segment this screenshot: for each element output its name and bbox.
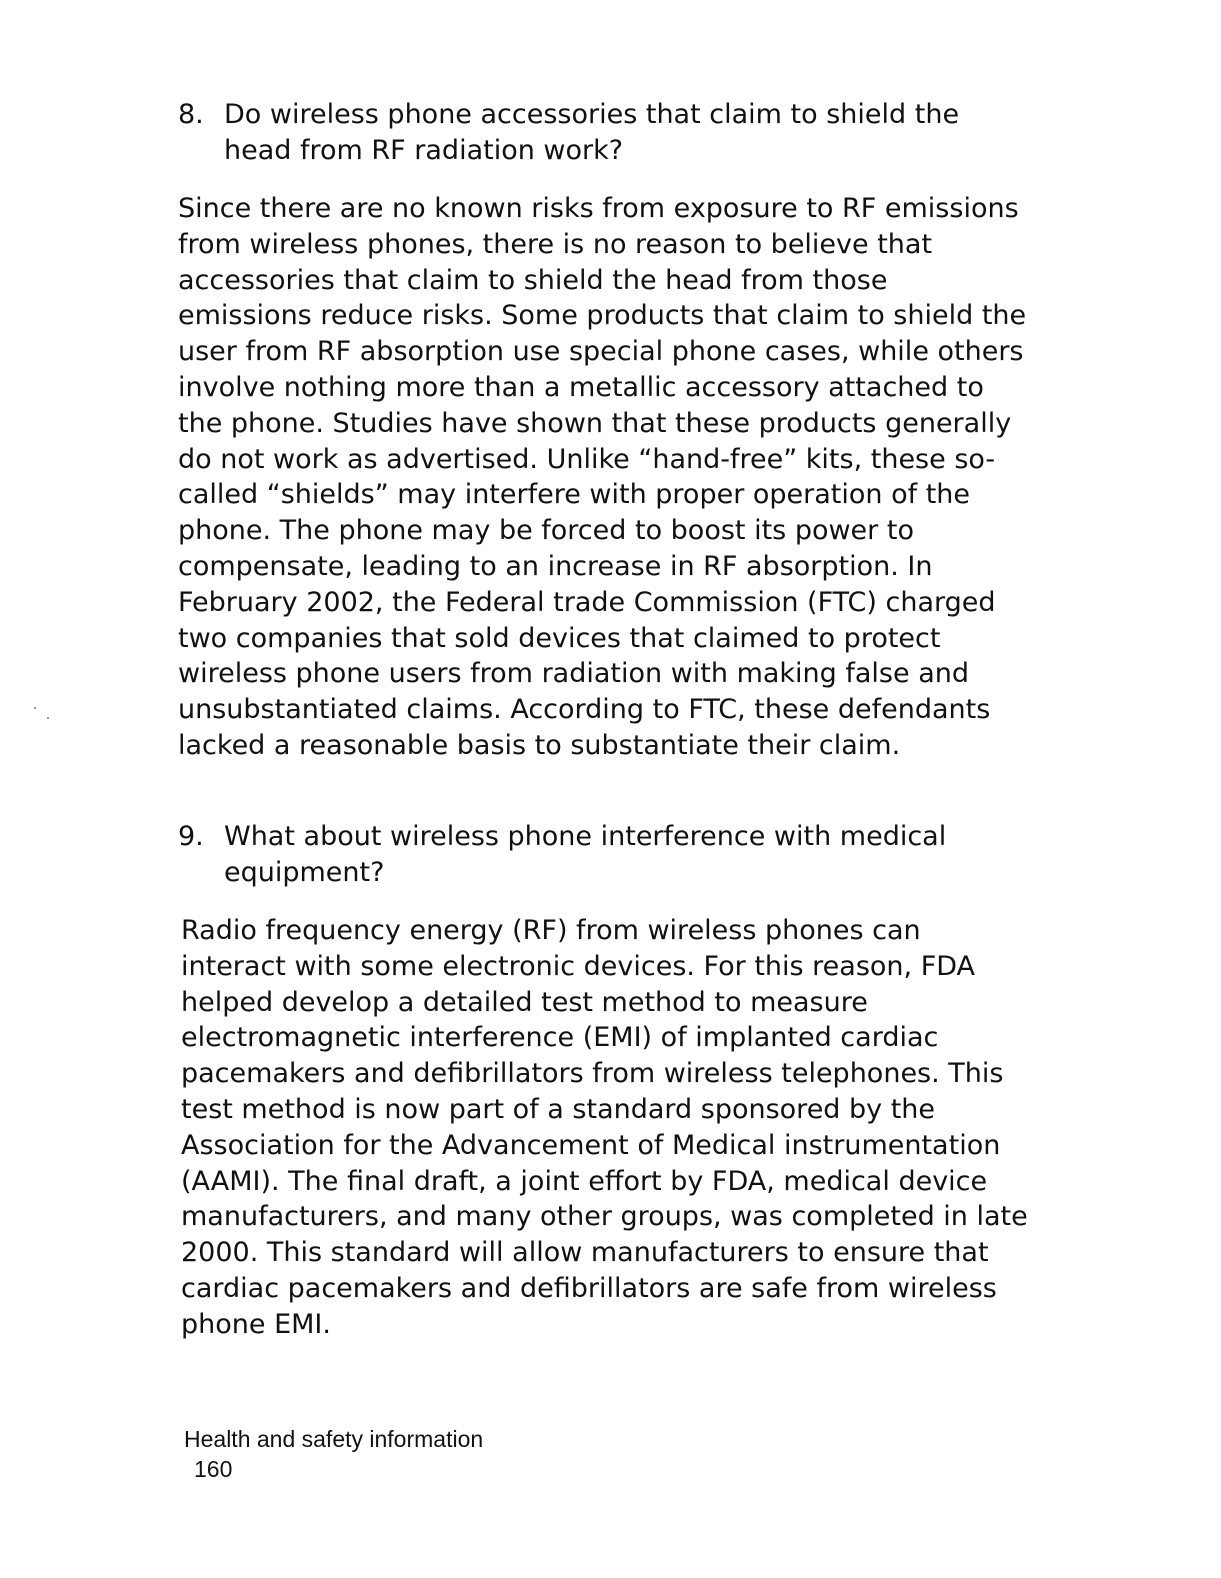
page-footer [184,1424,483,1484]
question-text: Do wireless phone accessories that claim to shield the head from RF radiation work? [224,99,960,166]
scan-speck [34,707,36,709]
answer-paragraph: Since there are no known risks from exposure to RF emissions from wireless phones, there is no reason to believe that accessories that claim to shield the head from those emissions reduce risks. Some products that claim to shield the user from RF absorption use special phone cases, while others involve nothing more than a metallic accessory attached to the phone. Studies have shown that these products generally do not work as advertised. Unlike “hand-free” kits, these so-called “shields” may interfere with proper operation of the phone. The phone may be forced to boost its power to compensate, leading to an increase in RF absorption. In February 2002, the Federal trade Commission (FTC) charged two companies that sold devices that claimed to protect wireless phone users from radiation with making false and unsubstantiated claims. According to FTC, these defendants lacked a reasonable basis to substantiate their claim. [178,193,1027,761]
page-number: 160 [194,1456,233,1482]
question-number: 9. [178,821,204,852]
question-text: What about wireless phone interference with medical equipment? [224,821,947,888]
scan-speck [47,717,49,719]
question-heading [178,97,1008,169]
footer-section-title: Health and safety information [184,1426,484,1452]
answer-paragraph: Radio frequency energy (RF) from wireless phones can interact with some electronic devices. For this reason, FDA helped develop a detailed test method to measure electromagnetic interference (EMI) of implanted cardiac pacemakers and defibrillators from wireless telephones. This test method is now part of a standard sponsored by the Association for the Advancement of Medical instrumentation (AAMI). The final draft, a joint effort by FDA, medical device manufacturers, and many other groups, was completed in late 2000. This standard will allow manufacturers to ensure that cardiac pacemakers and defibrillators are safe from wireless phone EMI. [181,915,1028,1340]
question-number: 8. [178,99,204,130]
question-heading [178,819,1008,891]
